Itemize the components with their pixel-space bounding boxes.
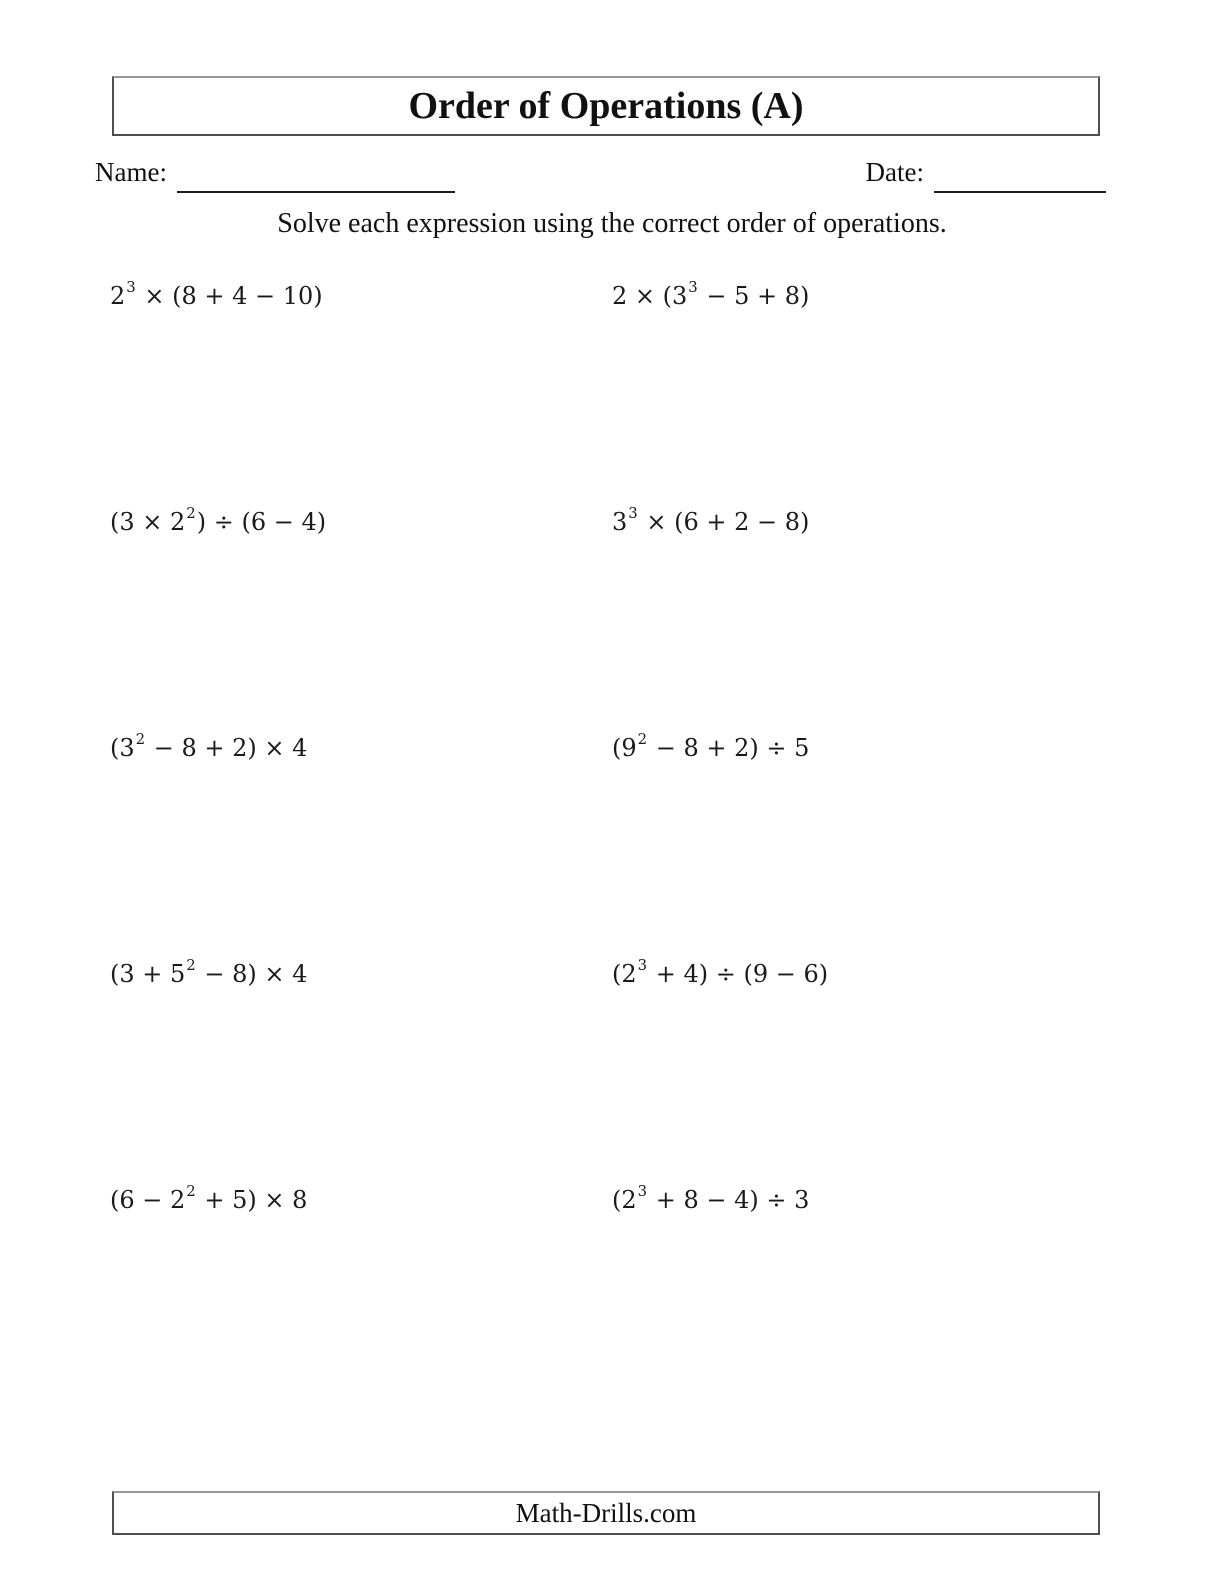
date-label: Date: xyxy=(865,157,924,187)
problem-expression-row3-left: $(3^2 - 8 + 2) \times 4$ xyxy=(110,730,308,762)
problem-expression-row2-right: $3^3 \times (6 + 2 - 8)$ xyxy=(612,504,810,536)
date-write-line xyxy=(934,157,1106,193)
problem-expression-row5-left: $(6 - 2^2 + 5) \times 8$ xyxy=(110,1182,308,1214)
worksheet-title-box xyxy=(112,76,1100,136)
footer-box xyxy=(112,1491,1100,1535)
name-field-group xyxy=(95,157,455,193)
name-date-row xyxy=(95,157,1106,193)
problem-expression-row1-right: $2 \times (3^3 - 5 + 8)$ xyxy=(612,278,810,310)
instruction-text: Solve each expression using the correct order of operations. xyxy=(277,208,947,239)
problem-expression-row4-left: $(3 + 5^2 - 8) \times 4$ xyxy=(110,956,308,988)
name-label: Name: xyxy=(95,157,167,187)
problem-expression-row2-left: $(3 \times 2^2) \div (6 - 4)$ xyxy=(110,504,327,536)
date-field-group xyxy=(866,157,1106,193)
problem-expression-row3-right: $(9^2 - 8 + 2) \div 5$ xyxy=(612,730,810,762)
page-title: Order of Operations (A) xyxy=(408,85,804,127)
problem-expression-row4-right: $(2^3 + 4) \div (9 - 6)$ xyxy=(612,956,829,988)
problem-expression-row5-right: $(2^3 + 8 - 4) \div 3$ xyxy=(612,1182,810,1214)
name-write-line xyxy=(177,157,455,193)
problem-expression-row1-left: $2^3 \times (8 + 4 - 10)$ xyxy=(110,278,323,310)
footer-site-name: Math-Drills.com xyxy=(515,1497,697,1528)
problems-grid xyxy=(110,278,1114,1411)
